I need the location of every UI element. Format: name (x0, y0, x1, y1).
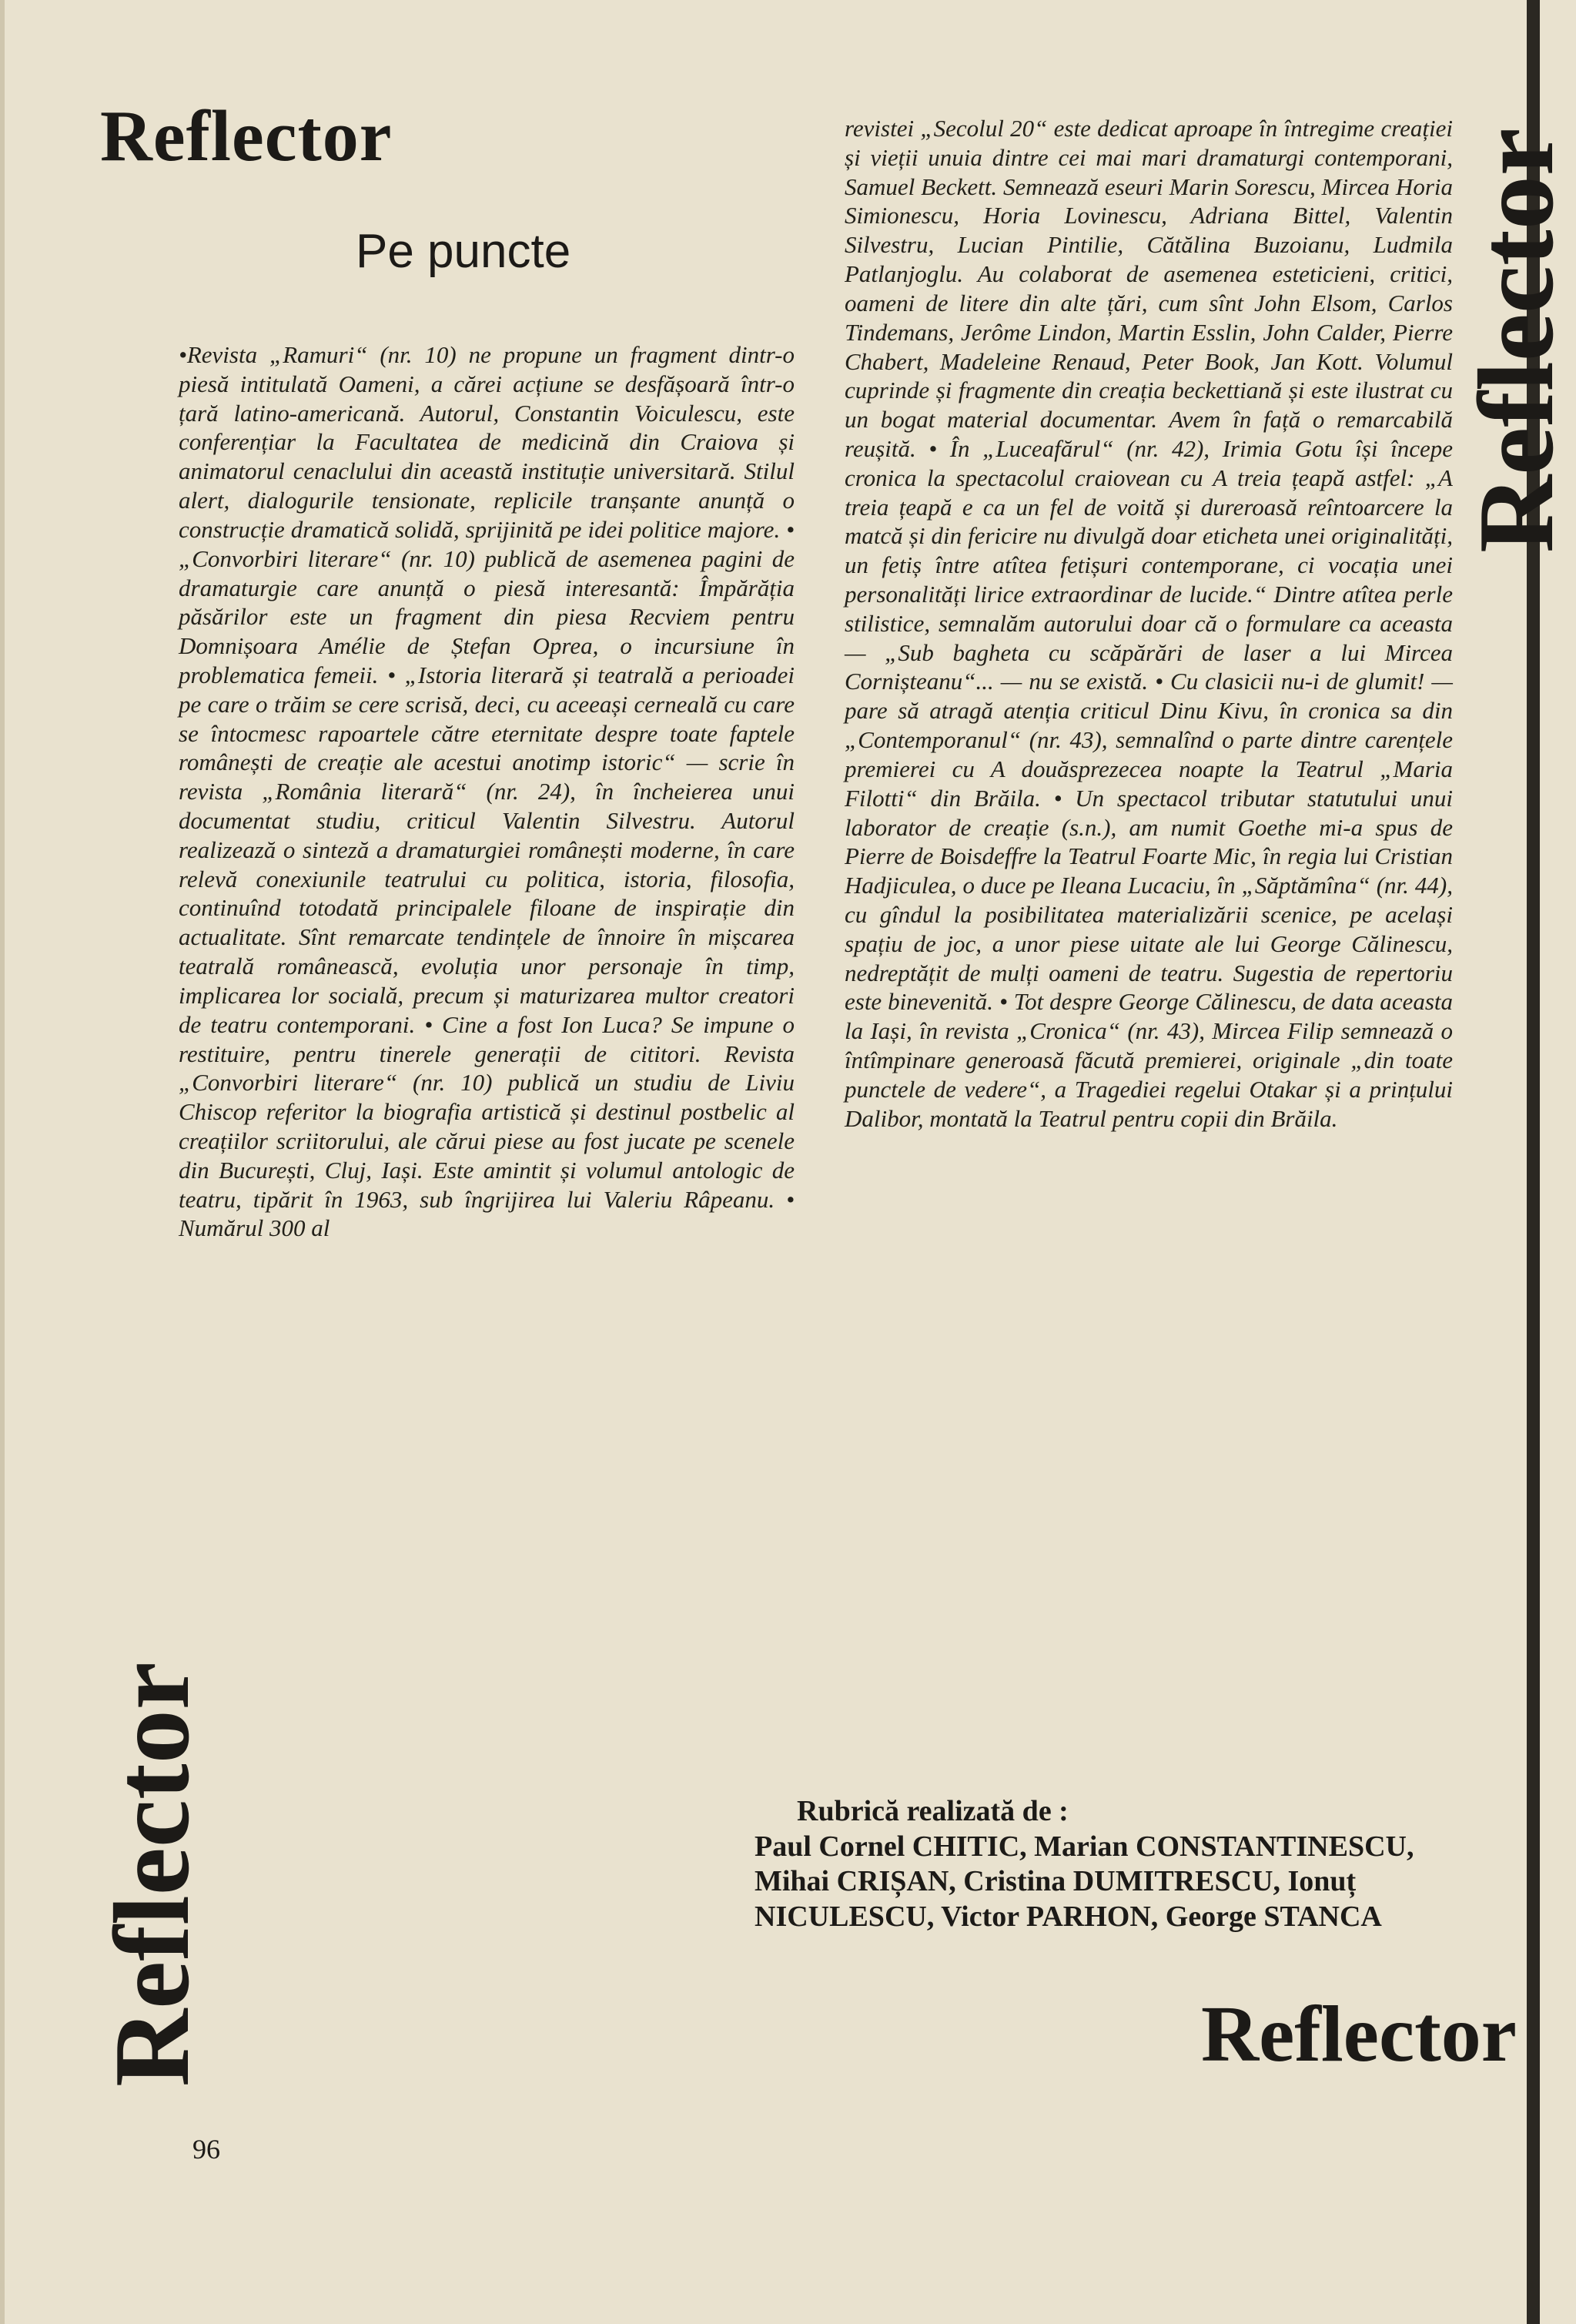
article-subtitle: Pe puncte (356, 225, 571, 278)
page-edge-left (0, 0, 5, 2324)
bottom-brand-label: Reflector (1201, 1990, 1517, 2078)
right-column (845, 114, 1453, 1133)
page-number: 96 (192, 2134, 220, 2165)
vertical-label-right: Reflector (1457, 128, 1576, 553)
left-column-text: •Revista „Ramuri“ (nr. 10) ne propune un fragment dintr-o piesă intitulată Oameni, a cărei acțiune se desfășoară într-o țară latino-americană. Autorul, Constantin Voiculescu, este conferențiar la Facultatea de medicină din Craiova și animatorul cenaclului din această instituție universitară. Stilul alert, dialogurile tensionate, replicile tranșante anunță o construcție dramatică solidă, sprijinită pe idei politice majore. • „Convorbiri literare“ (nr. 10) publică de asemenea pagini de dramaturgie care anunță o piesă interesantă: Împărăția păsărilor este un fragment din piesa Recviem pentru Domnișoara Amélie de Ștefan Oprea, o incursiune în problematica femeii. • „Istoria literară și teatrală a perioadei pe care o trăim se cere scrisă, deci, cu aceeași cerneală cu care se întocmesc rapoartele către eternitate despre toate faptele românești de creație ale acestui anotimp istoric“ — scrie în revista „România literară“ (nr. 24), în încheierea unui documentat studiu, criticul Valentin Silvestru. Autorul realizează o sinteză a dramaturgiei românești moderne, în care relevă conexiunile teatrului cu politica, istoria, filosofia, continuînd totodată principalele filoane de inspirație din actualitate. Sînt remarcate tendințele de înnoire în mișcarea teatrală românească, evoluția unor personaje în timp, implicarea lor socială, precum și maturizarea multor creatori de teatru contemporani. • Cine a fost Ion Luca? Se impune o restituire, pentru tinerele generații de cititori. Revista „Convorbiri literare“ (nr. 10) publică un studiu de Liviu Chiscop referitor la biografia artistică și destinul postbelic al creațiilor scriitorului, ale cărui piese au fost jucate pe scenele din București, Cluj, Iași. Este amintit și volumul antologic de teatru, tipărit în 1963, sub îngrijirea lui Valeriu Râpeanu. • Numărul 300 al (179, 341, 795, 1242)
credits-block (755, 1794, 1463, 1934)
credits-heading: Rubrică realizată de : (797, 1795, 1069, 1827)
section-title: Reflector (100, 96, 393, 176)
left-column (179, 340, 795, 1243)
credits-names: Paul Cornel CHITIC, Marian CONSTANTINESCU, Mihai CRIȘAN, Cristina DUMITRESCU, Ionuț NICULESCU, Victor PARHON, George STANCA (755, 1830, 1414, 1933)
vertical-label-left: Reflector (92, 1662, 212, 2087)
right-column-text: revistei „Secolul 20“ este dedicat aproape în întregime creației și vieții unuia dintre cei mai mari dramaturgi contemporani, Samuel Beckett. Semnează eseuri Marin Sorescu, Mircea Horia Simionescu, Horia Lovinescu, Adriana Bittel, Valentin Silvestru, Lucian Pintilie, Cătălina Buzoianu, Ludmila Patlanjoglu. Au colaborat de asemenea esteticieni, critici, oameni de litere din alte țări, cum sînt John Elsom, Carlos Tindemans, Jerôme Lindon, Martin Esslin, John Calder, Pierre Chabert, Madeleine Renaud, Peter Book, Jan Kott. Volumul cuprinde și fragmente din creația beckettiană și este ilustrat cu un bogat material documentar. Avem în față o remarcabilă reușită. • În „Luceafărul“ (nr. 42), Irimia Gotu își începe cronica la spectacolul craiovean cu A treia țeapă astfel: „A treia țeapă e ca un fel de voită și dureroasă reîntoarcere la matcă și din fericire nu divulgă doar eticheta unei originalități, un fetiș între atîtea fetișuri contemporane, ci vocația unei personalități lirice extraordinar de lucide.“ Dintre atîtea perle stilistice, semnalăm autorului doar că o formulare ca aceasta — „Sub bagheta cu scăpărări de laser a lui Mircea Cornișteanu“... — nu se există. • Cu clasicii nu-i de glumit! — pare să atragă atenția criticul Dinu Kivu, în cronica sa din „Contemporanul“ (nr. 43), semnalînd o parte dintre carențele premierei cu A douăsprezecea noapte la Teatrul „Maria Filotti“ din Brăila. • Un spectacol tributar statutului unui laborator de creație (s.n.), am numit Goethe mi-a spus de Pierre de Boisdeffre la Teatrul Foarte Mic, în regia lui Cristian Hadjiculea, o duce pe Ileana Lucaciu, în „Săptămîna“ (nr. 44), cu gîndul la posibilitatea materializării scenice, pe același spațiu de joc, a unor piese uitate ale lui George Călinescu, nedreptățit de mulți oameni de teatru. Sugestia de repertoriu este binevenită. • Tot despre George Călinescu, de data aceasta la Iași, în revista „Cronica“ (nr. 43), Mircea Filip semnează o întîmpinare generoasă făcută premierei, originale „din toate punctele de vedere“, a Tragediei regelui Otakar și a prințului Dalibor, montată la Teatrul pentru copii din Brăila. (845, 115, 1453, 1132)
